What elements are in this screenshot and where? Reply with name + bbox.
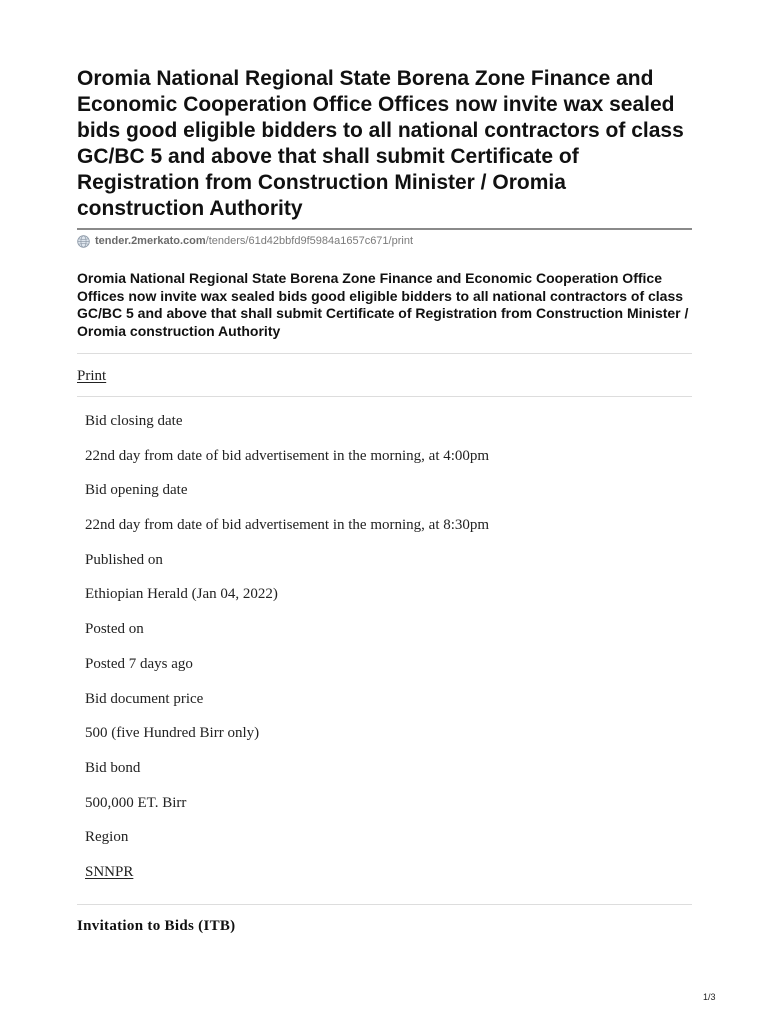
page-title: Oromia National Regional State Borena Zone Finance and Economic Cooperation Office Offices now invite wax sealed bids good eligible bidders to all national contractors of class GC/BC 5 and above that shall submit Certificate of Registration from Construction Minister / Oromia construction Authority (77, 67, 684, 220)
bid-closing-value: 22nd day from date of bid advertisement in the morning, at 4:00pm (85, 447, 490, 464)
print-link[interactable]: Print (77, 368, 107, 384)
divider (77, 396, 692, 397)
doc-price-label: Bid document price (85, 690, 204, 707)
page-number: 1/3 (703, 992, 716, 1002)
tender-details (85, 411, 685, 897)
published-value: Ethiopian Herald (Jan 04, 2022) (85, 586, 278, 603)
bid-bond-value: 500,000 ET. Birr (85, 794, 187, 811)
divider (77, 904, 692, 905)
doc-price-value: 500 (five Hundred Birr only) (85, 725, 260, 742)
bid-closing-label: Bid closing date (85, 413, 183, 429)
bid-bond-label: Bid bond (85, 759, 141, 776)
region-link[interactable]: SNNPR (85, 863, 134, 880)
source-url[interactable] (77, 233, 413, 249)
tender-heading: Oromia National Regional State Borena Zone Finance and Economic Cooperation Office Offices now invite wax sealed bids good eligible bidders to all national contractors of class GC/BC 5 and above that shall submit Certificate of Registration from Construction Minister / Oromia construction Authority (77, 270, 689, 339)
title-divider (77, 228, 692, 230)
divider (77, 353, 692, 354)
region-item (85, 862, 685, 897)
bid-opening-value: 22nd day from date of bid advertisement in the morning, at 8:30pm (85, 517, 490, 534)
source-path: /tenders/61d42bbfd9f5984a1657c671/print (205, 235, 413, 247)
posted-value: Posted 7 days ago (85, 655, 193, 672)
region-label: Region (85, 829, 129, 846)
published-label: Published on (85, 551, 163, 568)
globe-icon (77, 235, 90, 248)
posted-label: Posted on (85, 621, 144, 638)
section-heading: Invitation to Bids (ITB) (77, 918, 236, 934)
bid-opening-label: Bid opening date (85, 482, 188, 499)
source-host: tender.2merkato.com (95, 235, 206, 247)
